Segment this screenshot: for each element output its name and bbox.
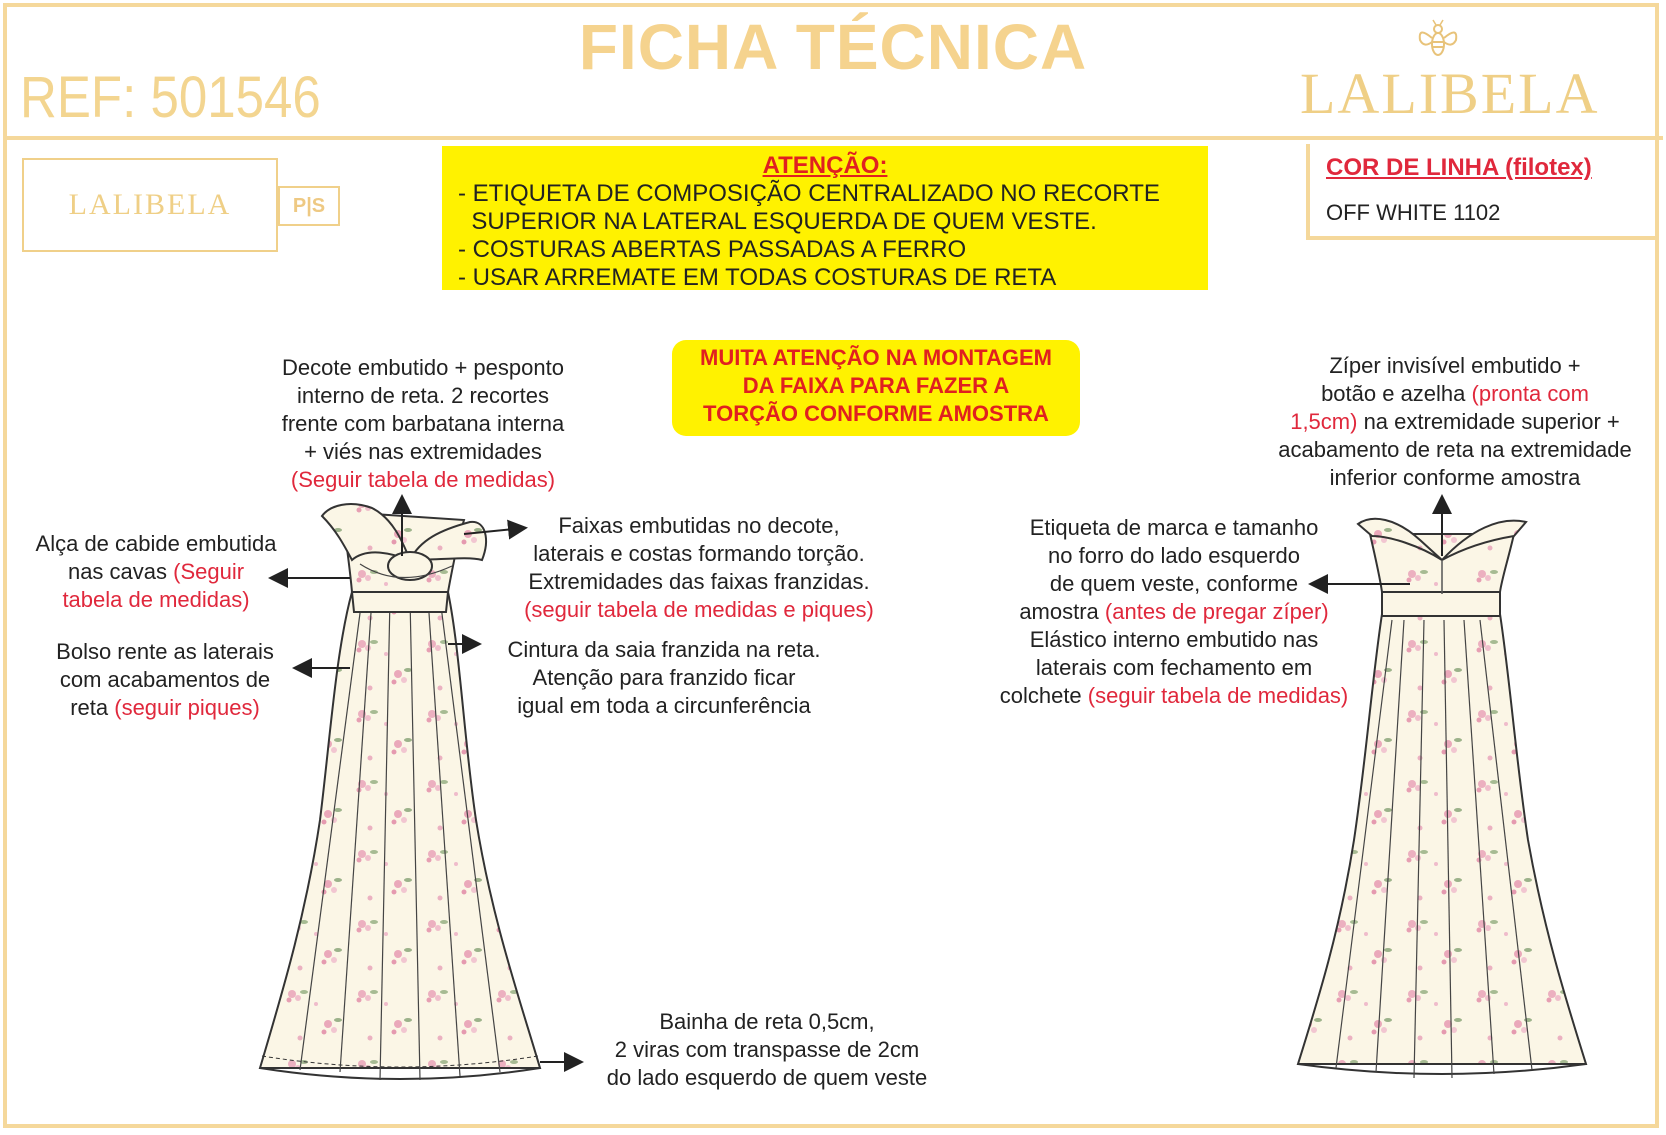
note-line-red: (Seguir tabela de medidas) bbox=[290, 467, 556, 492]
note-line: Bolso rente as laterais bbox=[56, 639, 274, 664]
note-line: interno de reta. 2 recortes bbox=[297, 383, 549, 408]
pocket-note bbox=[30, 638, 300, 722]
note-text-red: (antes de pregar zíper) bbox=[1104, 599, 1329, 624]
note-line: + viés nas extremidades bbox=[304, 439, 542, 464]
attention-title: ATENÇÃO: bbox=[762, 152, 888, 179]
note-line: Atenção para franzido ficar bbox=[532, 665, 796, 690]
zipper-note bbox=[1250, 352, 1660, 492]
note-text-red: (pronta com bbox=[1471, 381, 1589, 406]
note-line bbox=[30, 694, 300, 722]
note-line: com acabamentos de bbox=[59, 667, 271, 692]
note-line: igual em toda a circunferência bbox=[517, 693, 811, 718]
note-line: Cintura da saia franzida na reta. bbox=[507, 637, 821, 662]
note-line: Extremidades das faixas franzidas. bbox=[528, 569, 870, 594]
note-line: Faixas embutidas no decote, bbox=[558, 513, 840, 538]
note-line bbox=[972, 598, 1376, 626]
note-line: acabamento de reta na extremidade bbox=[1278, 437, 1632, 462]
note-line: Zíper invisível embutido + bbox=[1329, 353, 1581, 378]
page-title: FICHA TÉCNICA bbox=[578, 11, 1088, 83]
note-line: Bainha de reta 0,5cm, bbox=[659, 1009, 875, 1034]
warning-line: MUITA ATENÇÃO NA MONTAGEM bbox=[700, 345, 1052, 370]
note-line: Elástico interno embutido nas bbox=[1029, 627, 1319, 652]
attention-line: - ETIQUETA DE COMPOSIÇÃO CENTRALIZADO NO RECORTE bbox=[458, 180, 1160, 207]
label-brand-text: LALIBELA bbox=[68, 188, 232, 221]
note-line: do lado esquerdo de quem veste bbox=[606, 1065, 928, 1090]
note-text-red: (seguir tabela de medidas) bbox=[1087, 683, 1349, 708]
sashes-note bbox=[494, 512, 904, 624]
note-text: amostra bbox=[1019, 599, 1105, 624]
brand-logo: LALIBELA bbox=[1300, 61, 1600, 126]
brand-label-note bbox=[972, 514, 1376, 710]
reference-number: REF: 501546 bbox=[20, 65, 321, 130]
hem-note bbox=[582, 1008, 952, 1092]
note-line: Etiqueta de marca e tamanho bbox=[1029, 515, 1319, 540]
attention-line: - USAR ARREMATE EM TODAS COSTURAS DE RETA bbox=[458, 264, 1057, 291]
note-line: laterais com fechamento em bbox=[1035, 655, 1313, 680]
note-line: laterais e costas formando torção. bbox=[533, 541, 865, 566]
note-line: de quem veste, conforme bbox=[1049, 571, 1299, 596]
waist-note bbox=[484, 636, 844, 720]
thread-color-value: OFF WHITE 1102 bbox=[1326, 200, 1501, 225]
note-line bbox=[14, 558, 298, 586]
note-text: botão e azelha bbox=[1321, 381, 1472, 406]
note-text: nas cavas bbox=[67, 559, 174, 584]
note-line: inferior conforme amostra bbox=[1329, 465, 1581, 490]
note-line bbox=[972, 682, 1376, 710]
note-line: frente com barbatana interna bbox=[281, 411, 565, 436]
attention-line: - COSTURAS ABERTAS PASSADAS A FERRO bbox=[458, 236, 967, 263]
attention-line: SUPERIOR NA LATERAL ESQUERDA DE QUEM VESTE. bbox=[458, 208, 1097, 235]
note-line-red: tabela de medidas) bbox=[62, 587, 250, 612]
note-line-red: (seguir tabela de medidas e piques) bbox=[524, 597, 874, 622]
warning-line: TORÇÃO CONFORME AMOSTRA bbox=[703, 401, 1049, 426]
note-text: na extremidade superior + bbox=[1357, 409, 1620, 434]
note-text: reta bbox=[70, 695, 115, 720]
note-line: no forro do lado esquerdo bbox=[1048, 543, 1300, 568]
note-line: Decote embutido + pesponto bbox=[282, 355, 564, 380]
note-text-red: (seguir piques) bbox=[114, 695, 260, 720]
note-text: colchete bbox=[999, 683, 1088, 708]
thread-color-title: COR DE LINHA (filotex) bbox=[1326, 154, 1592, 181]
note-line: 2 viras com transpasse de 2cm bbox=[614, 1037, 920, 1062]
neckline-note bbox=[258, 354, 588, 494]
warning-line: DA FAIXA PARA FAZER A bbox=[742, 373, 1010, 398]
hanger-strap-note bbox=[14, 530, 298, 614]
note-line: Alça de cabide embutida bbox=[35, 531, 277, 556]
note-line bbox=[1250, 380, 1660, 408]
note-text-red: 1,5cm) bbox=[1290, 409, 1358, 434]
note-line bbox=[1250, 408, 1660, 436]
size-label: P|S bbox=[278, 186, 340, 226]
note-text-red: (Seguir bbox=[173, 559, 245, 584]
